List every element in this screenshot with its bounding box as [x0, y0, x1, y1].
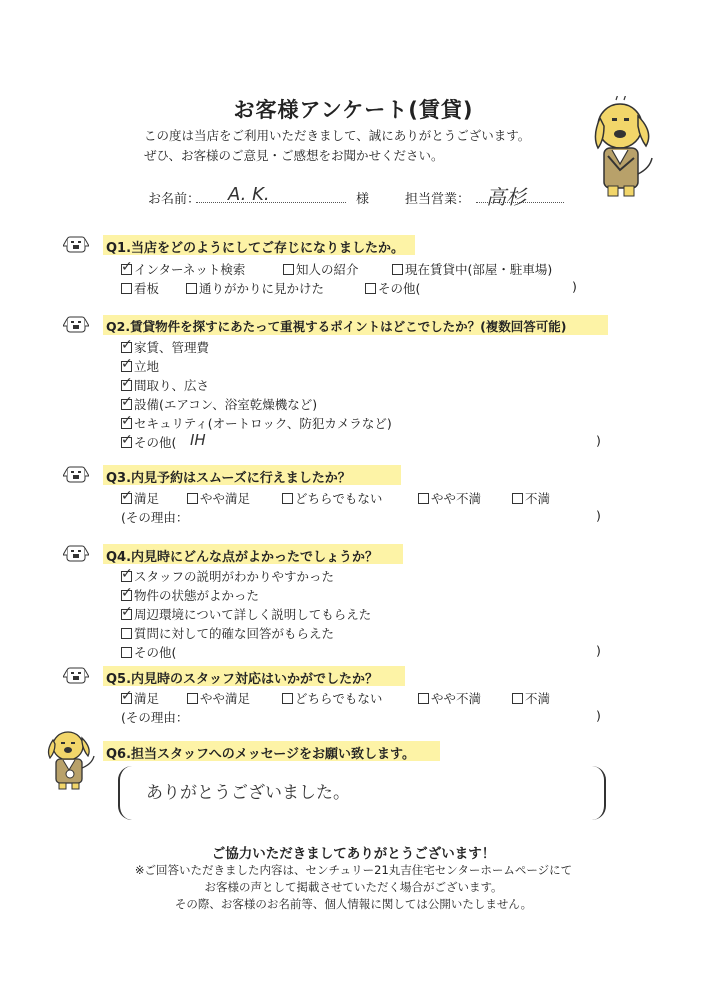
footer-line-3: その際、お客様のお名前等、個人情報に関しては公開いたしません。 [174, 897, 533, 911]
q3-question: Q3.内見予約はスムーズに行えましたか？ [106, 471, 351, 486]
honorific: 様 [356, 192, 370, 207]
checkbox-icon[interactable] [121, 356, 133, 372]
q5-option-somewhat-satisfied[interactable]: やや満足 [187, 689, 250, 707]
footer-line-2: お客様の声として掲載させていただく場合がございます。 [204, 880, 503, 894]
checkbox-icon[interactable] [282, 493, 293, 504]
q1-option-passing-by[interactable]: 通りがかりに見かけた [186, 279, 324, 297]
q2-other-value: IH [190, 431, 206, 449]
dog-mascot-icon [44, 728, 100, 790]
checkbox-icon[interactable] [282, 693, 293, 704]
q6-question: Q6.担当スタッフへのメッセージをお願い致します。 [106, 747, 415, 762]
checkbox-icon[interactable] [121, 628, 132, 639]
q1-option-other[interactable]: その他( [365, 279, 420, 297]
q5-option-dissatisfied[interactable]: 不満 [512, 689, 550, 707]
q5-option-somewhat-dissatisfied[interactable]: やや不満 [418, 689, 481, 707]
checkmark-icon: ✓ [121, 375, 133, 391]
q2-option-other[interactable]: ✓ その他( [121, 432, 177, 450]
q4-option-surroundings[interactable]: ✓ 周辺環境について詳しく説明してもらえた [121, 604, 372, 622]
q3-close-paren: ) [596, 508, 601, 523]
q3-option-satisfied[interactable]: ✓ 満足 [121, 488, 160, 506]
checkbox-icon[interactable] [418, 493, 429, 504]
staff-value: 高杉 [486, 185, 526, 209]
q1-option-current-tenant[interactable]: 現在賃貸中(部屋・駐車場) [392, 260, 552, 278]
q2-option-equipment[interactable]: ✓ 設備(エアコン、浴室乾燥機など) [121, 394, 318, 412]
checkbox-icon[interactable] [512, 693, 523, 704]
intro-line-2: ぜひ、お客様のご意見・ご感想をお聞かせください。 [144, 148, 444, 163]
q3-option-neutral[interactable]: どちらでもない [282, 489, 382, 507]
checkmark-icon: ✓ [121, 356, 133, 372]
checkmark-icon: ✓ [121, 488, 133, 504]
checkbox-icon[interactable] [187, 493, 198, 504]
checkbox-icon[interactable] [283, 264, 294, 275]
checkbox-icon[interactable] [121, 647, 132, 658]
q4-option-condition[interactable]: ✓ 物件の状態がよかった [121, 585, 260, 603]
dog-face-icon [63, 234, 89, 254]
checkbox-icon[interactable] [121, 394, 133, 410]
checkbox-icon[interactable] [392, 264, 403, 275]
q4-option-answers[interactable]: 質問に対して的確な回答がもらえた [121, 624, 334, 642]
checkbox-icon[interactable] [186, 283, 197, 294]
q1-option-internet[interactable]: ✓ インターネット検索 [121, 259, 246, 277]
q4-option-explanation[interactable]: ✓ スタッフの説明がわかりやすかった [121, 566, 335, 584]
checkmark-icon: ✓ [121, 432, 133, 448]
q5-reason-label: (その理由： [121, 710, 189, 725]
checkmark-icon: ✓ [121, 337, 133, 353]
q3-option-somewhat-satisfied[interactable]: やや満足 [187, 489, 250, 507]
checkbox-icon[interactable] [121, 375, 133, 391]
footer-line-1: ※ご回答いただきました内容は、センチュリー21丸吉住宅センターホームページにて [134, 863, 573, 877]
q5-question: Q5.内見時のスタッフ対応はいかがでしたか？ [106, 672, 379, 687]
checkmark-icon: ✓ [121, 604, 133, 620]
q3-option-dissatisfied[interactable]: 不満 [512, 489, 550, 507]
q5-option-neutral[interactable]: どちらでもない [282, 689, 382, 707]
q4-question: Q4.内見時にどんな点がよかったでしょうか？ [106, 550, 379, 565]
q2-option-security[interactable]: ✓ セキュリティ(オートロック、防犯カメラなど) [121, 413, 392, 431]
checkbox-icon[interactable] [512, 493, 523, 504]
checkbox-icon[interactable] [121, 413, 133, 429]
name-label: お名前： [148, 192, 201, 207]
checkbox-icon[interactable] [187, 693, 198, 704]
q6-message-value: ありがとうございました。 [146, 783, 350, 803]
checkbox-icon[interactable] [365, 283, 376, 294]
q5-close-paren: ) [596, 708, 601, 723]
q5-option-satisfied[interactable]: ✓ 満足 [121, 688, 160, 706]
checkbox-icon[interactable] [121, 688, 133, 704]
checkbox-icon[interactable] [121, 432, 133, 448]
q2-question: Q2.賃貸物件を探すにあたって重視するポイントはどこでしたか？(複数回答可能) [106, 319, 567, 334]
q1-close-paren: ) [572, 279, 577, 294]
q1-option-signboard[interactable]: 看板 [121, 279, 159, 297]
q2-option-rent[interactable]: ✓ 家賃、管理費 [121, 337, 210, 355]
checkmark-icon: ✓ [121, 394, 133, 410]
name-underline [196, 202, 346, 203]
dog-face-icon [63, 464, 89, 484]
q2-close-paren: ) [596, 433, 601, 448]
q2-option-layout[interactable]: ✓ 間取り、広さ [121, 375, 210, 393]
q3-option-somewhat-dissatisfied[interactable]: やや不満 [418, 489, 481, 507]
checkbox-icon[interactable] [121, 585, 133, 601]
q2-option-location[interactable]: ✓ 立地 [121, 356, 160, 374]
footer-thanks: ご協力いただきましてありがとうございます！ [211, 846, 496, 862]
checkmark-icon: ✓ [121, 413, 133, 429]
checkmark-icon: ✓ [121, 688, 133, 704]
survey-title: お客様アンケート(賃貸) [233, 98, 474, 122]
q4-option-other[interactable]: その他( [121, 643, 176, 661]
staff-label: 担当営業： [405, 192, 471, 207]
intro-line-1: この度は当店をご利用いただきまして、誠にありがとうございます。 [144, 128, 531, 143]
checkbox-icon[interactable] [121, 488, 133, 504]
checkmark-icon: ✓ [121, 566, 133, 582]
checkbox-icon[interactable] [121, 566, 133, 582]
dog-face-icon [63, 665, 89, 685]
q1-question: Q1.当店をどのようにしてご存じになりましたか。 [106, 241, 405, 256]
name-value: A. K. [228, 184, 270, 205]
q3-reason-label: (その理由： [121, 510, 189, 525]
checkmark-icon: ✓ [121, 259, 133, 275]
checkbox-icon[interactable] [121, 337, 133, 353]
checkmark-icon: ✓ [121, 585, 133, 601]
checkbox-icon[interactable] [121, 259, 133, 275]
checkbox-icon[interactable] [121, 283, 132, 294]
dog-face-icon [63, 314, 89, 334]
checkbox-icon[interactable] [121, 604, 133, 620]
dog-face-icon [63, 543, 89, 563]
dog-mascot-icon [590, 96, 660, 204]
q4-close-paren: ) [596, 643, 601, 658]
checkbox-icon[interactable] [418, 693, 429, 704]
q1-option-referral[interactable]: 知人の紹介 [283, 260, 359, 278]
